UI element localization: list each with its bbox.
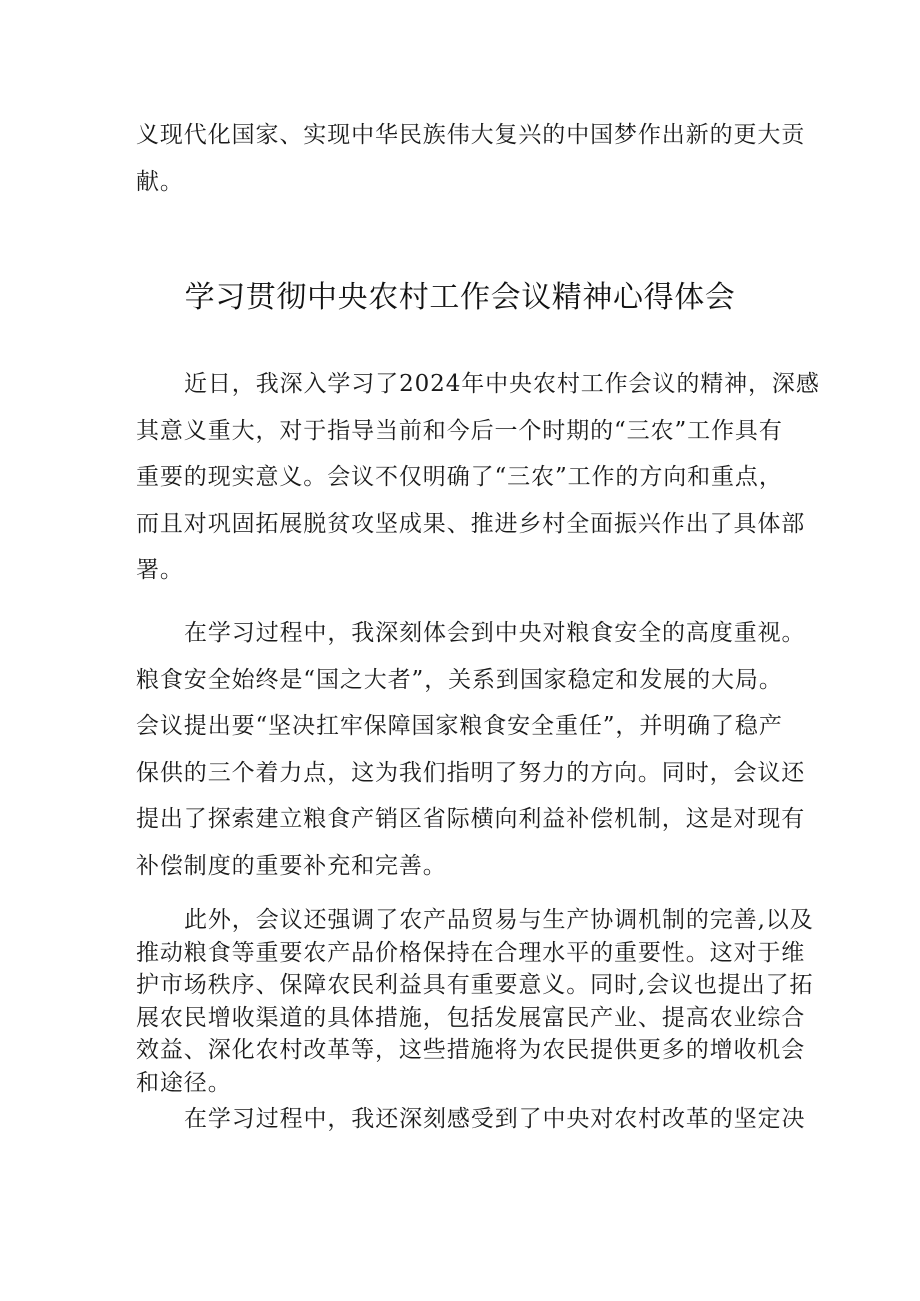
paragraph-3 bbox=[136, 904, 814, 1100]
paragraph-line: 献。 bbox=[136, 168, 184, 195]
paragraph-line: 补偿制度的重要补充和完善。 bbox=[136, 852, 447, 879]
paragraph-line: 此外，会议还强调了农产品贸易与生产协调机制的完善,以及 bbox=[184, 907, 814, 933]
paragraph-line: 提出了探索建立粮食产销区省际横向利益补偿机制，这是对现有 bbox=[136, 806, 806, 832]
paragraph-line: 推动粮食等重要农产品价格保持在合理水平的重要性。这对于维 bbox=[136, 939, 806, 966]
paragraph-line: 近日，我深入学习了2024年中央农村工作会议的精神，深感 bbox=[184, 371, 820, 397]
paragraph-line: 展农民增收渠道的具体措施，包括发展富民产业、提高农业综合 bbox=[136, 1004, 806, 1031]
paragraph-4 bbox=[136, 1096, 806, 1143]
intro-paragraph bbox=[136, 112, 806, 205]
paragraph-line: 护市场秩序、保障农民利益具有重要意义。同时,会议也提出了拓 bbox=[136, 972, 814, 999]
paragraph-line: 效益、深化农村改革等，这些措施将为农民提供更多的增收机会 bbox=[136, 1037, 806, 1064]
paragraph-line: 粮食安全始终是“国之大者”，关系到国家稳定和发展的大局。 bbox=[136, 666, 783, 693]
paragraph-1 bbox=[136, 361, 820, 594]
paragraph-line: 重要的现实意义。会议不仅明确了“三农”工作的方向和重点， bbox=[136, 464, 783, 490]
paragraph-line: 其意义重大，对于指导当前和今后一个时期的“三农”工作具有 bbox=[136, 417, 783, 444]
document-title: 学习贯彻中央农村工作会议精神心得体会 bbox=[184, 280, 736, 315]
paragraph-line: 署。 bbox=[136, 557, 184, 583]
paragraph-line: 在学习过程中，我深刻体会到中央对粮食安全的高度重视。 bbox=[184, 620, 806, 646]
paragraph-line: 在学习过程中，我还深刻感受到了中央对农村改革的坚定决 bbox=[184, 1106, 806, 1132]
paragraph-line: 义现代化国家、实现中华民族伟大复兴的中国梦作出新的更大贡 bbox=[136, 122, 806, 148]
paragraph-line: 而且对巩固拓展脱贫攻坚成果、推进乡村全面振兴作出了具体部 bbox=[136, 510, 806, 537]
paragraph-2 bbox=[136, 610, 806, 889]
paragraph-line: 保供的三个着力点，这为我们指明了努力的方向。同时，会议还 bbox=[136, 759, 806, 786]
paragraph-line: 和途径。 bbox=[136, 1069, 232, 1096]
paragraph-line: 会议提出要“坚决扛牢保障国家粮食安全重任”，并明确了稳产 bbox=[136, 713, 783, 739]
